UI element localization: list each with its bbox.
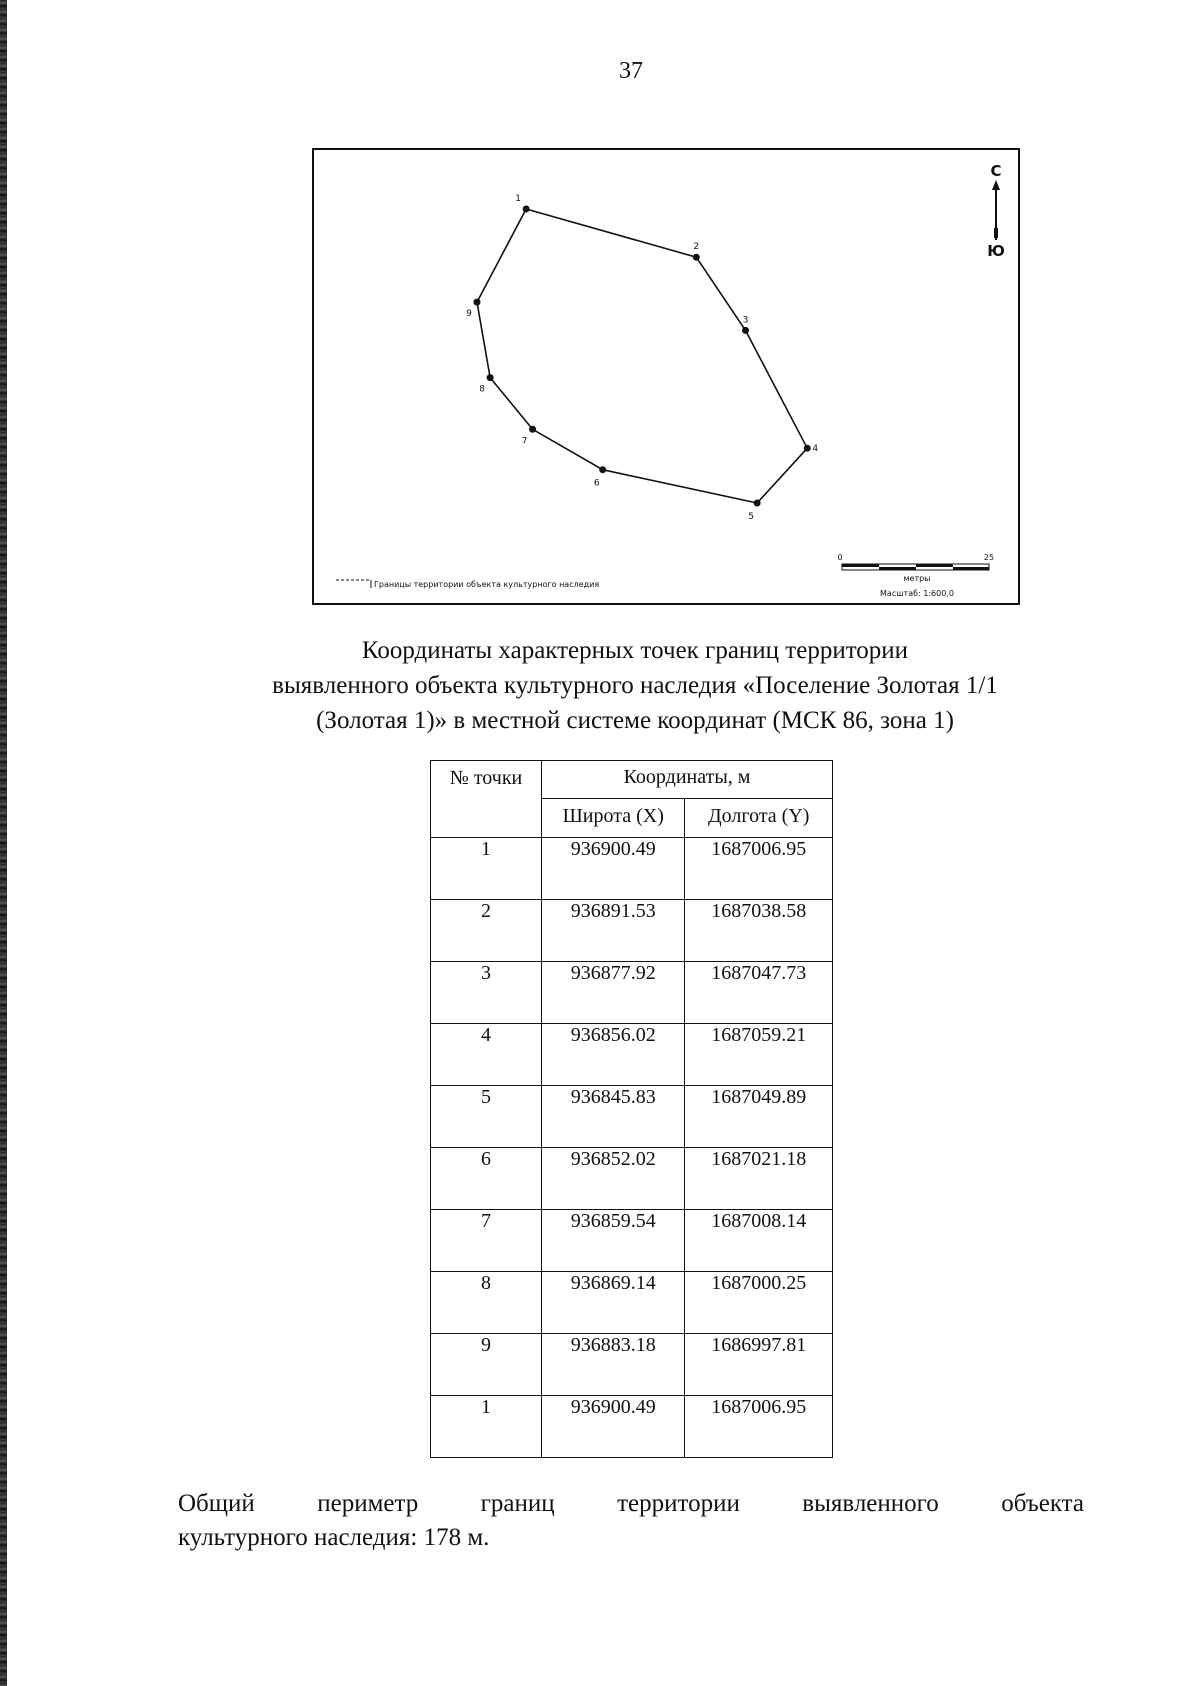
- cell-longitude: 1687008.14: [685, 1210, 833, 1272]
- vertex-label: 5: [748, 512, 754, 522]
- boundary-vertex: [487, 374, 494, 381]
- cell-latitude: 936883.18: [542, 1334, 685, 1396]
- cell-point-number: 9: [431, 1334, 542, 1396]
- boundary-vertex: [474, 299, 481, 306]
- cell-longitude: 1687021.18: [685, 1148, 833, 1210]
- boundary-vertex: [742, 327, 749, 334]
- cell-longitude: 1687047.73: [685, 962, 833, 1024]
- cell-point-number: 1: [431, 838, 542, 900]
- vertex-label: 1: [515, 194, 522, 204]
- cell-longitude: 1687049.89: [685, 1086, 833, 1148]
- cell-latitude: 936900.49: [542, 838, 685, 900]
- vertex-label: 8: [479, 384, 485, 395]
- boundary-vertex: [599, 466, 606, 473]
- cell-longitude: 1687059.21: [685, 1024, 833, 1086]
- boundary-vertices: [466, 194, 818, 522]
- caption-line-1: Координаты характерных точек границ территории: [361, 637, 909, 664]
- cell-point-number: 2: [431, 900, 542, 962]
- cell-latitude: 936845.83: [542, 1086, 685, 1148]
- perimeter-line-1: Общий периметр границ территории выявленного объекта: [178, 1490, 1084, 1517]
- table-row: [431, 838, 833, 900]
- page-number: 37: [619, 58, 643, 84]
- cell-longitude: 1687038.58: [685, 900, 833, 962]
- cell-point-number: 8: [431, 1272, 542, 1334]
- vertex-label: 6: [593, 478, 600, 489]
- header-latitude: Широта (X): [542, 798, 685, 837]
- table-row: [431, 900, 833, 962]
- scale-unit: метры: [903, 574, 931, 583]
- cell-point-number: 7: [431, 1210, 542, 1272]
- scale-start: 0: [837, 553, 843, 562]
- caption-line-3: (Золотая 1)» в местной системе координат (МСК 86, зона 1): [316, 707, 954, 734]
- boundary-vertex: [529, 426, 536, 433]
- boundary-vertex: [754, 500, 761, 507]
- cell-latitude: 936852.02: [542, 1148, 685, 1210]
- north-arrow: [987, 162, 1005, 260]
- caption-line-2: выявленного объекта культурного наследия «Поселение Золотая 1/1: [272, 672, 998, 699]
- boundary-map: [312, 148, 1020, 605]
- boundary-polygon: [477, 209, 807, 503]
- scale-bar: [837, 553, 994, 598]
- vertex-label: 4: [812, 444, 819, 455]
- vertex-label: 9: [466, 309, 472, 320]
- boundary-map-svg: [314, 150, 1018, 603]
- scan-edge: [0, 0, 7, 1686]
- scale-text: Масштаб: 1:600,0: [880, 589, 954, 598]
- table-row: [431, 1272, 833, 1334]
- cell-point-number: 1: [431, 1396, 542, 1458]
- map-legend: [336, 580, 599, 589]
- table-row: [431, 1148, 833, 1210]
- cell-latitude: 936877.92: [542, 962, 685, 1024]
- table-row: [431, 1210, 833, 1272]
- perimeter-line-2: культурного наследия: 178 м.: [178, 1524, 490, 1551]
- vertex-label: 2: [693, 242, 700, 253]
- table-row: [431, 1086, 833, 1148]
- boundary-vertex: [523, 206, 530, 213]
- header-longitude: Долгота (Y): [685, 798, 833, 837]
- boundary-vertex: [693, 254, 700, 261]
- boundary-vertex: [804, 445, 811, 452]
- cell-point-number: 3: [431, 962, 542, 1024]
- vertex-label: 3: [742, 315, 749, 326]
- cell-latitude: 936891.53: [542, 900, 685, 962]
- perimeter-note: [178, 1487, 1084, 1555]
- cell-point-number: 4: [431, 1024, 542, 1086]
- cell-point-number: 6: [431, 1148, 542, 1210]
- cell-longitude: 1687006.95: [685, 838, 833, 900]
- table-row: [431, 1334, 833, 1396]
- legend-text: Границы территории объекта культурного наследия: [374, 580, 600, 589]
- cell-longitude: 1686997.81: [685, 1334, 833, 1396]
- header-point-number: № точки: [431, 761, 542, 838]
- table-row: [431, 962, 833, 1024]
- cell-longitude: 1687006.95: [685, 1396, 833, 1458]
- cell-latitude: 936856.02: [542, 1024, 685, 1086]
- table-caption: [180, 633, 1090, 738]
- cell-longitude: 1687000.25: [685, 1272, 833, 1334]
- south-label: Ю: [987, 242, 1005, 260]
- scale-end: 25: [983, 553, 995, 562]
- vertex-label: 7: [521, 436, 528, 447]
- north-label: С: [990, 162, 1002, 180]
- header-coordinates: Координаты, м: [542, 761, 833, 799]
- cell-latitude: 936900.49: [542, 1396, 685, 1458]
- coordinates-table: [430, 760, 833, 1458]
- table-row: [431, 1396, 833, 1458]
- cell-latitude: 936869.14: [542, 1272, 685, 1334]
- cell-latitude: 936859.54: [542, 1210, 685, 1272]
- table-row: [431, 1024, 833, 1086]
- cell-point-number: 5: [431, 1086, 542, 1148]
